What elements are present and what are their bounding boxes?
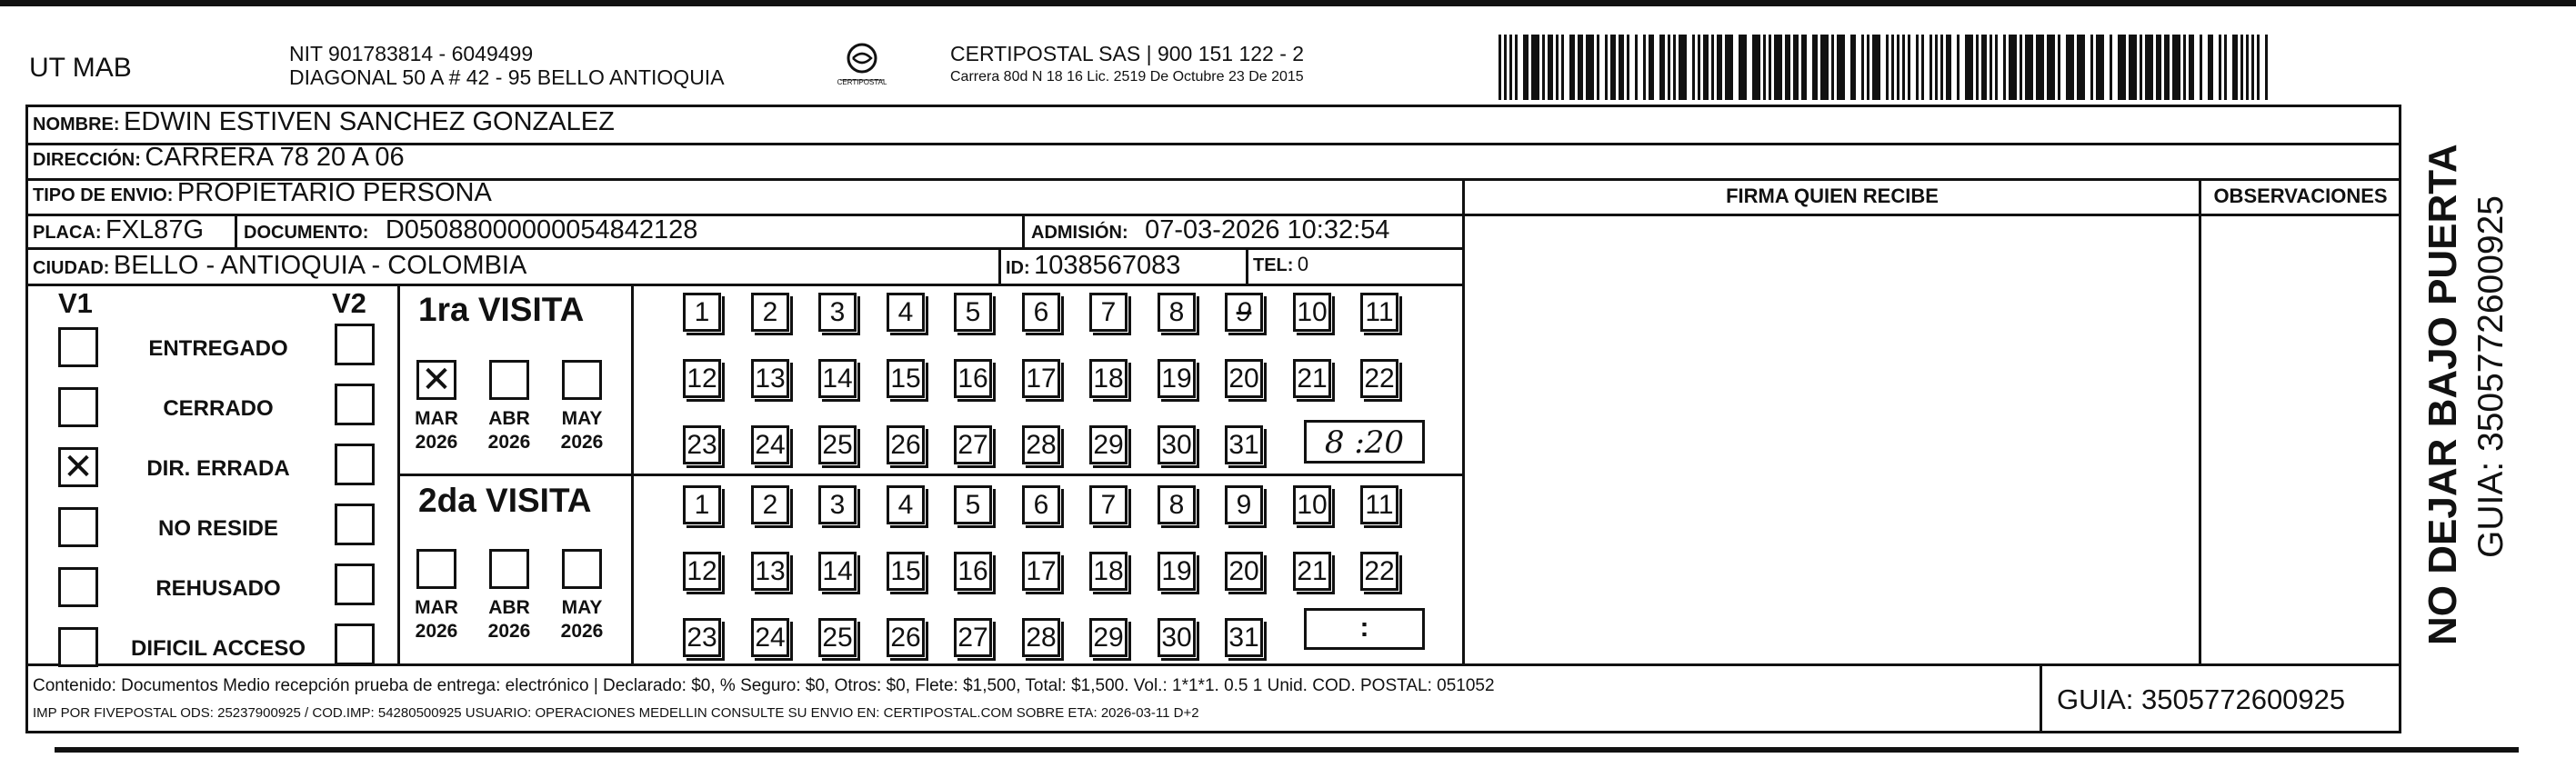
barcode-bar [2164, 35, 2170, 100]
day-box[interactable]: 4 [887, 485, 925, 524]
tipo-value: PROPIETARIO PERSONA [176, 178, 492, 207]
month-checkbox[interactable] [489, 360, 529, 400]
tel-row [1253, 253, 1308, 276]
footer-print-info: IMP POR FIVEPOSTAL ODS: 25237900925 / COD.IMP: 54280500925 USUARIO: OPERACIONES MEDELLIN CONSULTE SU ENVIO EN: CERTIPOSTAL.COM SOBRE ETA: 2026-03-11 D+2 [33, 705, 1199, 721]
day-box[interactable]: 29 [1089, 618, 1128, 657]
day-box[interactable]: 12 [683, 552, 721, 591]
barcode-bar [1981, 35, 1987, 100]
month-checkbox[interactable] [562, 549, 602, 589]
day-box[interactable]: 19 [1158, 359, 1196, 398]
barcode-bar [2058, 35, 2060, 100]
day-box[interactable]: 3 [818, 293, 857, 332]
status-v1-checkbox[interactable] [58, 447, 98, 487]
barcode-bar [2240, 35, 2243, 100]
day-box[interactable]: 12 [683, 359, 721, 398]
first-visit-time-box[interactable] [1304, 420, 1425, 464]
second-visit-time: : [1359, 613, 1369, 643]
day-box[interactable]: 11 [1360, 485, 1398, 524]
id-value: 1038567083 [1034, 251, 1181, 280]
nombre-label: NOMBRE: [33, 115, 120, 135]
day-box[interactable]: 13 [751, 359, 789, 398]
barcode-bar [1886, 35, 1889, 100]
barcode-bar [2224, 35, 2227, 100]
barcode-bar [2020, 35, 2022, 100]
barcode-bar [1668, 35, 1670, 100]
barcode-bar [2200, 35, 2202, 100]
day-box[interactable]: 10 [1293, 485, 1331, 524]
barcode-bar [1692, 35, 1695, 100]
barcode-bar [1679, 35, 1687, 100]
barcode-bar [1861, 35, 1864, 100]
day-box[interactable]: 15 [887, 359, 925, 398]
company-name: UT MAB [29, 53, 132, 83]
barcode-bar [1605, 35, 1608, 100]
day-box[interactable]: 6 [1022, 485, 1060, 524]
day-box[interactable]: 17 [1022, 552, 1060, 591]
day-box[interactable]: 2 [751, 485, 789, 524]
barcode-bar [1586, 35, 1594, 100]
admision-label: ADMISIÓN: [1031, 223, 1128, 243]
barcode-bar [2118, 35, 2126, 100]
status-option-label: ENTREGADO [148, 336, 288, 361]
check-mark: ✕ [421, 359, 452, 401]
barcode [1498, 35, 2271, 100]
certipostal-logo [835, 40, 889, 91]
barcode-bar [1916, 35, 1919, 100]
year-label: 2026 [560, 432, 604, 453]
barcode-bar [2257, 35, 2260, 100]
barcode-bar [1703, 35, 1709, 100]
barcode-bar [1872, 35, 1880, 100]
day-box[interactable]: 16 [954, 552, 992, 591]
documento-label: DOCUMENTO: [244, 223, 369, 243]
barcode-bar [2096, 35, 2104, 100]
status-option-label: DIFICIL ACCESO [130, 636, 306, 661]
barcode-bar [1976, 35, 1979, 100]
day-box[interactable]: 18 [1089, 552, 1128, 591]
side-guia: GUIA: 3505772600925 [2471, 195, 2511, 558]
month-checkbox[interactable] [562, 360, 602, 400]
barcode-bar [2090, 35, 2093, 100]
day-box[interactable]: 7 [1089, 485, 1128, 524]
barcode-bar [1635, 35, 1638, 100]
day-box[interactable]: 31 [1225, 425, 1263, 464]
barcode-bar [1793, 35, 1799, 100]
barcode-bar [2246, 35, 2249, 100]
footer-guia: GUIA: 3505772600925 [2057, 683, 2346, 715]
footer-contents: Contenido: Documentos Medio recepción prueba de entrega: electrónico | Declarado: $0, % Seguro: $0, Otros: $0, Flete: $1,500, Total: $1,500. Vol.: 1*1*1. 0.5 1 Unid. COD. POSTAL: 051052 [33, 676, 1495, 695]
barcode-bar [2265, 35, 2268, 100]
barcode-bar [1548, 35, 1553, 100]
barcode-bar [1940, 35, 1943, 100]
status-v2-checkbox[interactable] [335, 444, 375, 485]
status-option-label: CERRADO [163, 396, 274, 421]
barcode-bar [2129, 35, 2137, 100]
barcode-bar [2183, 35, 2186, 100]
barcode-bar [1965, 35, 1973, 100]
barcode-bar [1542, 35, 1545, 100]
day-box[interactable]: 14 [818, 359, 857, 398]
year-label: 2026 [487, 432, 531, 453]
barcode-bar [1763, 35, 1766, 100]
documento-value: D05088000000054842128 [385, 215, 698, 244]
barcode-bar [1831, 35, 1834, 100]
day-box[interactable]: 1 [683, 293, 721, 332]
day-box[interactable]: 18 [1089, 359, 1128, 398]
barcode-bar [1957, 35, 1960, 100]
day-box[interactable]: 24 [751, 618, 789, 657]
nombre-row [33, 107, 615, 137]
ciudad-label: CIUDAD: [33, 258, 110, 278]
second-visit-title: 2da VISITA [418, 482, 592, 519]
barcode-bar [2003, 35, 2006, 100]
status-v1-checkbox[interactable] [58, 567, 98, 607]
barcode-bar [2009, 35, 2017, 100]
status-v1-checkbox[interactable] [58, 387, 98, 427]
barcode-bar [2145, 35, 2153, 100]
direccion-value: CARRERA 78 20 A 06 [145, 143, 405, 172]
barcode-bar [1649, 35, 1654, 100]
barcode-bar [1556, 35, 1559, 100]
day-box[interactable]: 27 [954, 425, 992, 464]
barcode-bar [1531, 35, 1539, 100]
year-label: 2026 [487, 621, 531, 642]
barcode-bar [2077, 35, 2085, 100]
barcode-bar [1891, 35, 1894, 100]
month-checkbox[interactable] [489, 549, 529, 589]
side-notice: NO DEJAR BAJO PUERTA [2421, 144, 2465, 645]
day-box[interactable]: 27 [954, 618, 992, 657]
day-box[interactable]: 1 [683, 485, 721, 524]
barcode-bar [1902, 35, 1905, 100]
day-box[interactable]: 21 [1293, 359, 1331, 398]
year-label: 2026 [415, 621, 458, 642]
placa-value: FXL87G [105, 215, 204, 244]
barcode-bar [1569, 35, 1575, 100]
month-label: MAY [561, 597, 603, 618]
company-address: DIAGONAL 50 A # 42 - 95 BELLO ANTIOQUIA [289, 65, 725, 89]
day-box[interactable]: 23 [683, 618, 721, 657]
id-row [1006, 251, 1180, 281]
day-box[interactable]: 16 [954, 359, 992, 398]
day-box[interactable]: 8 [1158, 485, 1196, 524]
carrier-name: CERTIPOSTAL SAS | 900 151 122 - 2 [950, 42, 1305, 65]
tel-label: TEL: [1253, 255, 1294, 275]
barcode-bar [1801, 35, 1807, 100]
barcode-bar [2172, 35, 2180, 100]
day-box[interactable]: 5 [954, 485, 992, 524]
month-label: MAY [561, 408, 603, 429]
day-box[interactable]: 21 [1293, 552, 1331, 591]
tipo-label: TIPO DE ENVIO: [33, 185, 174, 205]
tipo-row [33, 178, 492, 208]
admision-value: 07-03-2026 10:32:54 [1145, 215, 1390, 244]
barcode-bar [1515, 35, 1518, 100]
observaciones-header: OBSERVACIONES [2213, 185, 2388, 207]
day-box[interactable]: 15 [887, 552, 925, 591]
status-v1-label: V1 [58, 287, 93, 319]
status-v2-checkbox[interactable] [335, 623, 375, 665]
status-v2-label: V2 [332, 287, 366, 319]
barcode-bar [2232, 35, 2238, 100]
day-box[interactable]: 20 [1225, 552, 1263, 591]
day-box[interactable]: 22 [1360, 552, 1398, 591]
ciudad-row [33, 251, 526, 281]
day-box[interactable]: 29 [1089, 425, 1128, 464]
status-v2-checkbox[interactable] [335, 504, 375, 545]
barcode-bar [1561, 35, 1564, 100]
barcode-bar [1711, 35, 1714, 100]
month-checkbox[interactable] [416, 360, 456, 400]
barcode-bar [2047, 35, 2055, 100]
barcode-bar [2140, 35, 2142, 100]
barcode-bar [1897, 35, 1899, 100]
day-box[interactable]: 24 [751, 425, 789, 464]
status-option-label: DIR. ERRADA [146, 456, 290, 481]
barcode-bar [1643, 35, 1646, 100]
barcode-bar [2251, 35, 2254, 100]
month-label: MAR [415, 597, 458, 618]
day-box[interactable]: 30 [1158, 425, 1196, 464]
day-box[interactable]: 14 [818, 552, 857, 591]
barcode-bar [1509, 35, 1512, 100]
barcode-bar [2208, 35, 2213, 100]
day-box[interactable]: 17 [1022, 359, 1060, 398]
day-box[interactable]: 7 [1089, 293, 1128, 332]
barcode-bar [1850, 35, 1856, 100]
direccion-row [33, 143, 405, 173]
nombre-value: EDWIN ESTIVEN SANCHEZ GONZALEZ [124, 107, 615, 136]
day-box[interactable]: 2 [751, 293, 789, 332]
month-label: ABR [488, 597, 530, 618]
barcode-bar [1673, 35, 1676, 100]
day-box[interactable]: 19 [1158, 552, 1196, 591]
day-box[interactable]: 5 [954, 293, 992, 332]
barcode-bar [1597, 35, 1599, 100]
status-v2-checkbox[interactable] [335, 384, 375, 425]
day-box[interactable]: 22 [1360, 359, 1398, 398]
barcode-bar [1717, 35, 1722, 100]
barcode-bar [1659, 35, 1665, 100]
barcode-bar [1698, 35, 1700, 100]
barcode-bar [1867, 35, 1869, 100]
first-visit-time: 8 :20 [1324, 424, 1405, 461]
barcode-bar [1995, 35, 1998, 100]
day-box[interactable]: 9 [1225, 485, 1263, 524]
day-box[interactable]: 23 [683, 425, 721, 464]
barcode-bar [1812, 35, 1818, 100]
second-visit-time-box[interactable] [1304, 608, 1425, 650]
barcode-bar [1504, 35, 1507, 100]
status-v1-checkbox[interactable] [58, 327, 98, 367]
company-nit: NIT 901783814 - 6049499 [289, 42, 534, 65]
scan-bottom-edge [55, 747, 2519, 753]
day-box[interactable]: 26 [887, 425, 925, 464]
admision-row [1031, 215, 1389, 245]
day-box[interactable]: 28 [1022, 618, 1060, 657]
barcode-bar [1739, 35, 1747, 100]
barcode-bar [1935, 35, 1938, 100]
barcode-bar [1990, 35, 1992, 100]
day-box[interactable]: 4 [887, 293, 925, 332]
barcode-bar [1774, 35, 1782, 100]
scan-top-edge [0, 0, 2576, 6]
month-checkbox[interactable] [416, 549, 456, 589]
barcode-bar [2110, 35, 2112, 100]
barcode-bar [1610, 35, 1616, 100]
barcode-bar [1752, 35, 1760, 100]
placa-row [33, 215, 204, 245]
day-box[interactable]: 9 [1225, 293, 1263, 332]
day-box[interactable]: 25 [818, 425, 857, 464]
barcode-bar [1725, 35, 1733, 100]
status-v2-checkbox[interactable] [335, 564, 375, 605]
barcode-bar [1921, 35, 1924, 100]
month-label: ABR [488, 408, 530, 429]
barcode-bar [1769, 35, 1771, 100]
day-box[interactable]: 10 [1293, 293, 1331, 332]
check-mark: ✕ [63, 446, 94, 488]
barcode-bar [2189, 35, 2194, 100]
placa-label: PLACA: [33, 223, 102, 243]
barcode-bar [2025, 35, 2033, 100]
day-box[interactable]: 30 [1158, 618, 1196, 657]
status-option-label: NO RESIDE [157, 516, 279, 541]
logo-text: CERTIPOSTAL [837, 78, 887, 86]
year-label: 2026 [415, 432, 458, 453]
barcode-bar [1498, 35, 1501, 100]
day-box[interactable]: 26 [887, 618, 925, 657]
first-visit-title: 1ra VISITA [418, 291, 585, 328]
day-box[interactable]: 11 [1360, 293, 1398, 332]
barcode-bar [2066, 35, 2074, 100]
status-v2-checkbox[interactable] [335, 324, 375, 365]
documento-row [244, 215, 697, 245]
barcode-bar [1578, 35, 1583, 100]
day-box[interactable]: 31 [1225, 618, 1263, 657]
year-label: 2026 [560, 621, 604, 642]
ciudad-value: BELLO - ANTIOQUIA - COLOMBIA [113, 251, 527, 280]
barcode-bar [2219, 35, 2221, 100]
day-box[interactable]: 25 [818, 618, 857, 657]
barcode-bar [1619, 35, 1624, 100]
direccion-label: DIRECCIÓN: [33, 150, 141, 170]
firma-header: FIRMA QUIEN RECIBE [1726, 185, 1939, 207]
carrier-license: Carrera 80d N 18 16 Lic. 2519 De Octubre 23 De 2015 [950, 69, 1304, 85]
status-v1-checkbox[interactable] [58, 627, 98, 667]
barcode-bar [1837, 35, 1845, 100]
day-box[interactable]: 28 [1022, 425, 1060, 464]
barcode-bar [2036, 35, 2044, 100]
day-box[interactable]: 6 [1022, 293, 1060, 332]
day-box[interactable]: 8 [1158, 293, 1196, 332]
day-box[interactable]: 3 [818, 485, 857, 524]
barcode-bar [1946, 35, 1951, 100]
barcode-bar [1523, 35, 1529, 100]
status-v1-checkbox[interactable] [58, 507, 98, 547]
month-label: MAR [415, 408, 458, 429]
barcode-bar [1929, 35, 1932, 100]
barcode-bar [1785, 35, 1790, 100]
barcode-bar [2156, 35, 2161, 100]
tel-value: 0 [1297, 253, 1309, 275]
status-option-label: REHUSADO [155, 576, 281, 601]
day-box[interactable]: 20 [1225, 359, 1263, 398]
day-box[interactable]: 13 [751, 552, 789, 591]
barcode-bar [1627, 35, 1629, 100]
id-label: ID: [1006, 258, 1030, 278]
barcode-bar [1908, 35, 1910, 100]
barcode-bar [1820, 35, 1829, 100]
